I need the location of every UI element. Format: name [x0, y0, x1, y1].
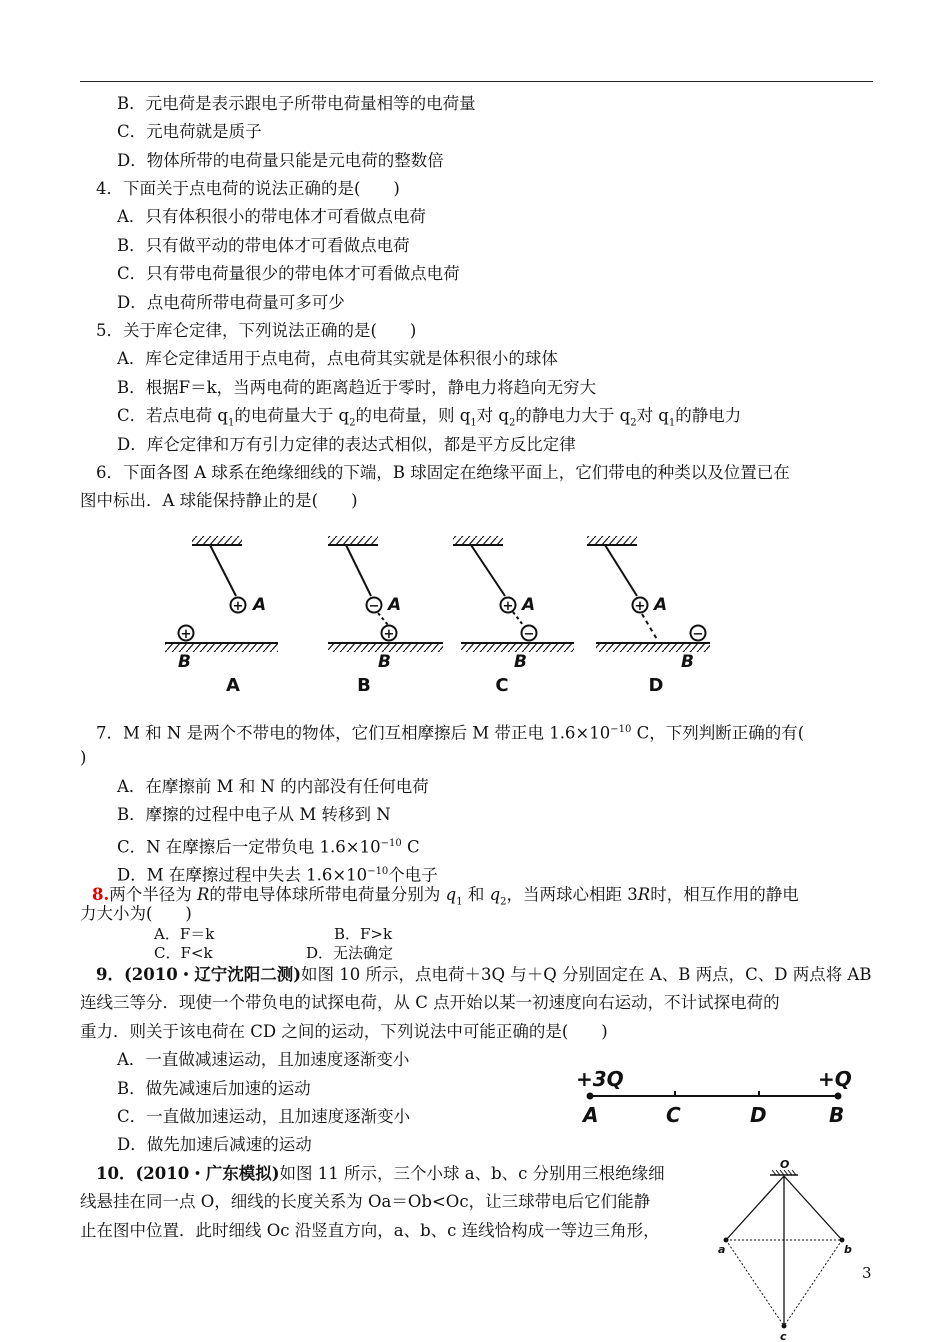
q4-option-a: A．只有体积很小的带电体才可看做点电荷 [117, 207, 426, 226]
point-a-dot [587, 1093, 594, 1100]
q3-option-d: D．物体所带的电荷量只能是元电荷的整数倍 [117, 151, 444, 170]
q5-option-a: A．库仑定律适用于点电荷，点电荷其实就是体积很小的球体 [117, 349, 558, 368]
panel-d-label-b: B [681, 652, 694, 672]
panel-d-sign-a: + [634, 599, 646, 614]
ball-c [782, 1324, 787, 1329]
q9-option-d: D．做先加速后减速的运动 [117, 1135, 312, 1154]
q5-stem: 5．关于库仑定律，下列说法正确的是( ) [96, 321, 417, 340]
panel-b-sign-b: + [383, 627, 395, 642]
q10-stem-line3: 止在图中位置．此时细线 Oc 沿竖直方向，a、b、c 连线恰构成一等边三角形， [80, 1221, 660, 1240]
q5-option-b: B．根据F＝k，当两电荷的距离趋近于零时，静电力将趋向无穷大 [117, 378, 597, 397]
q4-stem: 4．下面关于点电荷的说法正确的是( ) [96, 179, 400, 198]
ball-b [840, 1238, 845, 1243]
caption-d: D [648, 675, 664, 696]
label-o: O [780, 1158, 790, 1171]
panel-b-label-a: A [388, 595, 402, 615]
page-number: 3 [862, 1264, 872, 1282]
q9-source: 9．(2010・辽宁沈阳二测) [96, 965, 302, 984]
q4-option-d: D．点电荷所带电荷量可多可少 [117, 293, 345, 312]
panel-a-label-b: B [178, 652, 191, 672]
panel-d-sign-b: − [692, 627, 704, 642]
q9-option-a: A．一直做减速运动，且加速度逐渐变小 [117, 1050, 410, 1069]
q3-option-c: C．元电荷就是质子 [117, 122, 262, 141]
q9-stem-line1: 9．(2010・辽宁沈阳二测)如图 10 所示，点电荷＋3Q 与＋Q 分别固定在 A、B 两点，C、D 两点将 AB [96, 965, 872, 984]
caption-b: B [357, 675, 371, 696]
q7-option-d: D．M 在摩擦过程中失去 $1.6\times 10^{-10}$个电子 [117, 865, 438, 885]
q9-stem-line3: 重力．则关于该电荷在 CD 之间的运动，下列说法中可能正确的是( ) [80, 1022, 608, 1041]
string-oa [726, 1176, 784, 1240]
q6-figure [160, 530, 720, 700]
q8-option-c: C．F<k [154, 944, 213, 962]
panel-d-label-a: A [654, 595, 668, 615]
q7-option-c: C．N 在摩擦后一定带负电 $1.6\times 10^{-10}$ C [117, 837, 420, 857]
panel-c-string [471, 545, 505, 596]
panel-b-sign-a: − [368, 599, 380, 614]
q10-stem-line1: 10．(2010・广东模拟)如图 11 所示，三个小球 a、b、c 分别用三根绝缘细 [96, 1164, 665, 1183]
side-bc [784, 1240, 842, 1326]
panel-a-string [210, 545, 236, 596]
panel-c-label-b: B [514, 652, 527, 672]
header-rule [80, 81, 873, 82]
side-ac [726, 1240, 784, 1326]
q6-stem-line2: 图中标出．A 球能保持静止的是( ) [80, 491, 358, 510]
q8-stem-line2: 力大小为( ) [80, 904, 192, 923]
q4-option-c: C．只有带电荷量很少的带电体才可看做点电荷 [117, 264, 460, 283]
panel-d-string [605, 545, 637, 596]
q9-option-b: B．做先减速后加速的运动 [117, 1079, 311, 1098]
label-a: a [718, 1243, 726, 1256]
panel-b-string [346, 545, 371, 596]
q3-option-b: B．元电荷是表示跟电子所带电荷量相等的电荷量 [117, 94, 476, 113]
q7-stem-line1: 7．M 和 N 是两个不带电的物体，它们互相摩擦后 M 带正电 $1.6\times 10^{-10}$ C，下列判断正确的有( [96, 723, 805, 743]
caption-a: A [226, 675, 240, 696]
string-ob [784, 1176, 842, 1240]
q7-stem-line2: ) [80, 748, 87, 767]
panel-b-label-b: B [378, 652, 391, 672]
q5-option-c: C．若点电荷 $q_1$的电荷量大于 $q_2$的电荷量，则 $q_1$对 $q_2$的静电力大于 $q_2$对 $q_1$的静电力 [117, 406, 742, 429]
point-d-label: D [750, 1103, 767, 1127]
ball-a [724, 1238, 729, 1243]
point-a-label: A [583, 1103, 599, 1127]
panel-a-sign-b: + [180, 627, 192, 642]
label-b: b [844, 1243, 852, 1256]
q9-figure [570, 1060, 880, 1135]
q8-stem-line1: 8.两个半径为 R的带电导体球所带电荷量分别为 $q_1$ 和 $q_2$，当两球心相距 3R时，相互作用的静电 [92, 885, 799, 908]
caption-c: C [495, 675, 509, 696]
panel-c-sign-a: + [502, 599, 514, 614]
panel-c-sign-b: − [523, 627, 535, 642]
q9-stem-line2: 连线三等分．现使一个带负电的试探电荷，从 C 点开始以某一初速度向右运动，不计试探电荷的 [80, 993, 780, 1012]
point-c-label: C [666, 1103, 681, 1127]
q9-option-c: C．一直做加速运动，且加速度逐渐变小 [117, 1107, 411, 1126]
label-c: c [780, 1330, 787, 1342]
charge-right-label: +Q [818, 1067, 852, 1091]
panel-c-label-a: A [522, 595, 536, 615]
q10-figure [712, 1158, 862, 1342]
q7-option-a: A．在摩擦前 M 和 N 的内部没有任何电荷 [117, 777, 429, 796]
q8-option-a: A．F＝k [154, 925, 215, 943]
panel-a-label-a: A [253, 595, 267, 615]
q7-option-b: B．摩擦的过程中电子从 M 转移到 N [117, 805, 391, 824]
q10-stem-line2: 线悬挂在同一点 O，细线的长度关系为 Oa＝Ob<Oc，让三球带电后它们能静 [80, 1192, 651, 1211]
q10-source: 10．(2010・广东模拟) [96, 1164, 280, 1183]
q8-number: 8. [92, 885, 110, 904]
panel-a-sign-a: + [232, 599, 244, 614]
point-b-dot [835, 1093, 842, 1100]
q5-option-d: D．库仑定律和万有引力定律的表达式相似，都是平方反比定律 [117, 435, 576, 454]
charge-left-label: +3Q [576, 1067, 624, 1091]
q6-stem-line1: 6．下面各图 A 球系在绝缘细线的下端，B 球固定在绝缘平面上，它们带电的种类以及位置已在 [96, 463, 790, 482]
q8-option-d: D．无法确定 [306, 944, 394, 962]
point-b-label: B [829, 1103, 845, 1127]
q4-option-b: B．只有做平动的带电体才可看做点电荷 [117, 236, 410, 255]
q8-option-b: B．F>k [334, 925, 393, 943]
